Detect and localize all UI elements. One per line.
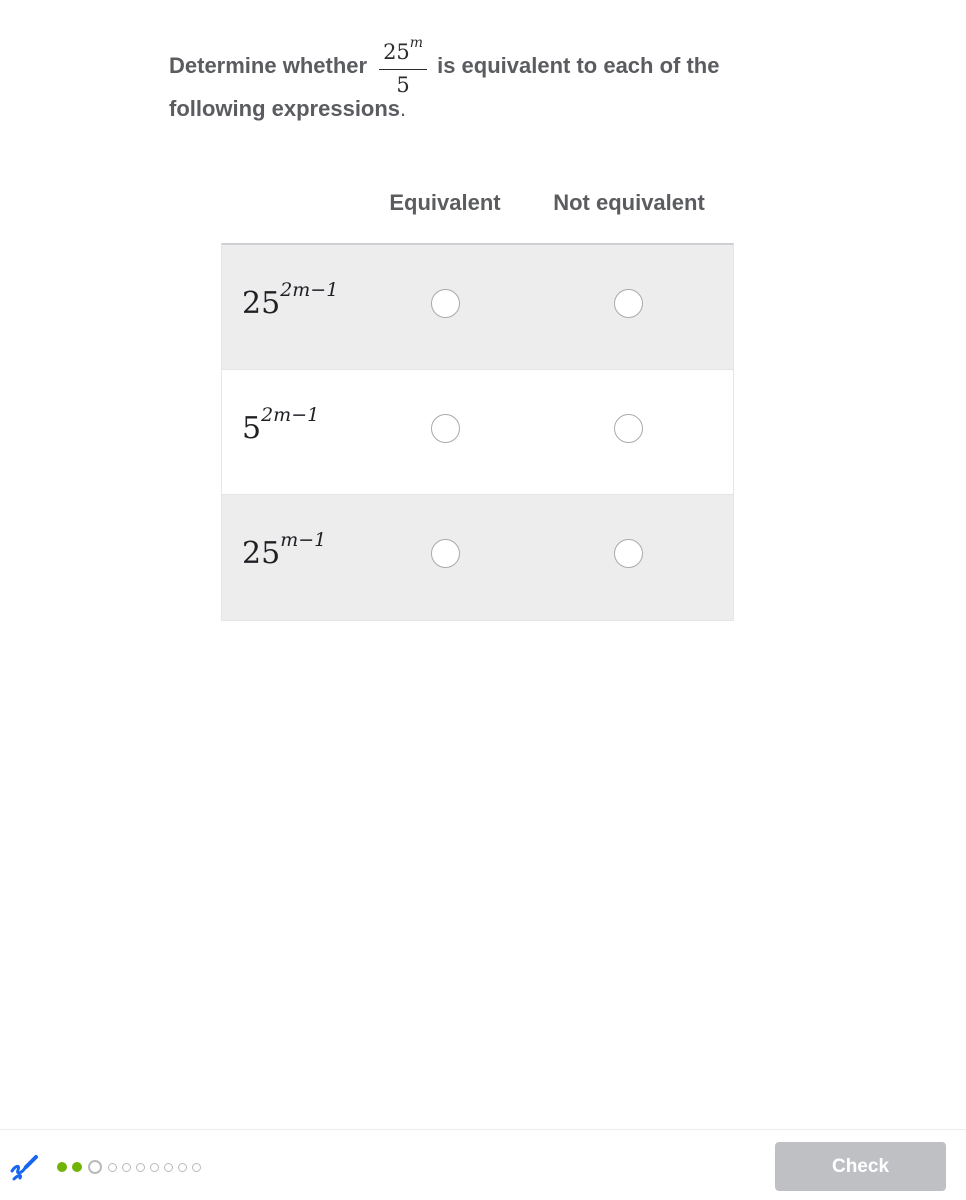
radio-equivalent[interactable] <box>431 289 460 318</box>
progress-dot-completed <box>72 1162 82 1172</box>
question-prefix: Determine whether <box>169 53 368 78</box>
progress-dot-current <box>88 1160 102 1174</box>
footer-bar <box>0 1129 966 1200</box>
progress-dot <box>108 1163 117 1172</box>
progress-dot <box>136 1163 145 1172</box>
column-header-equivalent: Equivalent <box>389 190 501 215</box>
expression <box>242 404 320 446</box>
progress-dots <box>57 1160 206 1174</box>
numerator-base: 25 <box>383 40 410 64</box>
expression-exponent: m−1 <box>280 529 327 551</box>
question-period: . <box>400 96 407 121</box>
radio-not-equivalent[interactable] <box>614 289 643 318</box>
equivalence-table <box>221 243 734 621</box>
radio-equivalent[interactable] <box>431 539 460 568</box>
radio-not-equivalent[interactable] <box>614 539 643 568</box>
scratchpad-pencil-icon[interactable] <box>8 1151 40 1183</box>
question-line2: following expressions <box>169 96 401 121</box>
expression <box>242 529 327 571</box>
radio-equivalent[interactable] <box>431 414 460 443</box>
fraction-denominator: 5 <box>396 73 410 97</box>
table-row <box>222 495 733 620</box>
progress-dot <box>192 1163 201 1172</box>
progress-dot <box>122 1163 131 1172</box>
question-prompt <box>169 33 789 120</box>
progress-dot <box>178 1163 187 1172</box>
expression-exponent: 2m−1 <box>280 279 339 301</box>
table-row <box>222 370 733 495</box>
column-header-not-equivalent: Not equivalent <box>553 190 705 215</box>
numerator-exponent: m <box>409 35 424 51</box>
expression <box>242 279 339 321</box>
question-fraction <box>379 34 427 98</box>
progress-dot-completed <box>57 1162 67 1172</box>
progress-dot <box>150 1163 159 1172</box>
radio-not-equivalent[interactable] <box>614 414 643 443</box>
fraction-numerator <box>379 34 427 70</box>
expression-base: 25 <box>242 286 281 321</box>
progress-dot <box>164 1163 173 1172</box>
question-suffix: is equivalent to each of the <box>437 53 720 78</box>
expression-base: 25 <box>242 536 281 571</box>
check-button[interactable]: Check <box>775 1142 946 1191</box>
table-row <box>222 245 733 370</box>
expression-base: 5 <box>242 411 262 446</box>
expression-exponent: 2m−1 <box>261 404 320 426</box>
